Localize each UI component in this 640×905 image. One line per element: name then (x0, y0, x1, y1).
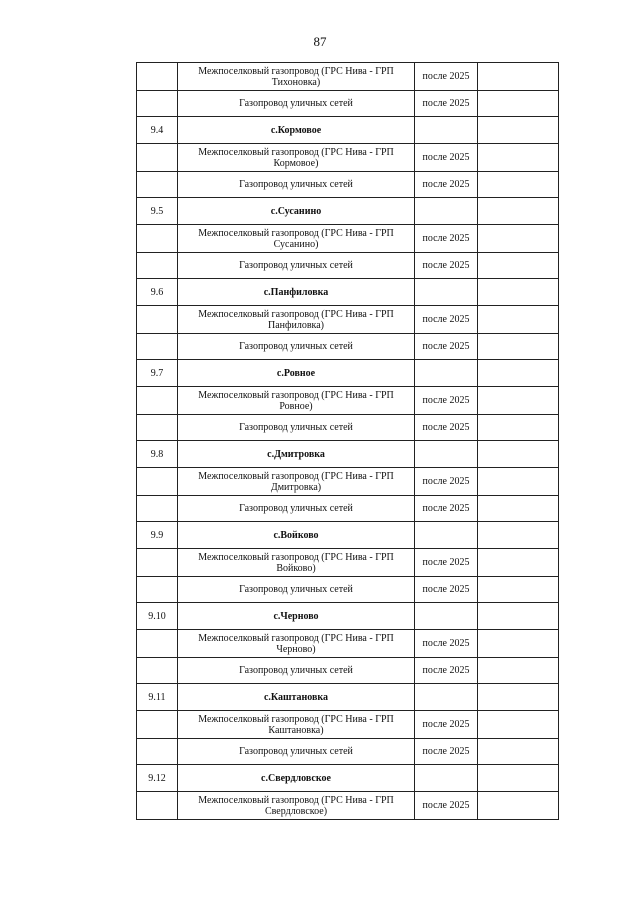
description-cell: Газопровод уличных сетей (178, 91, 415, 117)
table-row (137, 630, 559, 658)
period-cell (415, 765, 478, 792)
settlement-name-cell: с.Ровное (178, 360, 415, 387)
settlement-row (137, 279, 559, 306)
row-number-cell (137, 144, 178, 172)
settlement-name-cell: с.Кормовое (178, 117, 415, 144)
description-cell: Межпоселковый газопровод (ГРС Нива - ГРП Свердловское) (178, 792, 415, 820)
table-row (137, 415, 559, 441)
description-cell: Межпоселковый газопровод (ГРС Нива - ГРП Войково) (178, 549, 415, 577)
table-body (137, 63, 559, 820)
settlement-row (137, 603, 559, 630)
row-number-cell: 9.4 (137, 117, 178, 144)
row-number-cell (137, 91, 178, 117)
description-cell: Межпоселковый газопровод (ГРС Нива - ГРП Ровное) (178, 387, 415, 415)
settlement-name-cell: с.Панфиловка (178, 279, 415, 306)
table-row (137, 496, 559, 522)
table-row (137, 658, 559, 684)
period-cell: после 2025 (415, 172, 478, 198)
empty-cell (478, 415, 559, 441)
period-cell: после 2025 (415, 549, 478, 577)
row-number-cell: 9.6 (137, 279, 178, 306)
row-number-cell (137, 306, 178, 334)
description-cell: Газопровод уличных сетей (178, 415, 415, 441)
description-cell: Межпоселковый газопровод (ГРС Нива - ГРП Тихоновка) (178, 63, 415, 91)
row-number-cell: 9.11 (137, 684, 178, 711)
row-number-cell (137, 658, 178, 684)
empty-cell (478, 225, 559, 253)
empty-cell (478, 522, 559, 549)
description-cell: Межпоселковый газопровод (ГРС Нива - ГРП Панфиловка) (178, 306, 415, 334)
description-cell: Газопровод уличных сетей (178, 658, 415, 684)
table-row (137, 172, 559, 198)
period-cell: после 2025 (415, 415, 478, 441)
period-cell (415, 441, 478, 468)
period-cell: после 2025 (415, 387, 478, 415)
row-number-cell (137, 792, 178, 820)
empty-cell (478, 144, 559, 172)
table-row (137, 739, 559, 765)
period-cell: после 2025 (415, 225, 478, 253)
settlement-row (137, 765, 559, 792)
row-number-cell (137, 468, 178, 496)
settlement-name-cell: с.Войково (178, 522, 415, 549)
period-cell (415, 198, 478, 225)
period-cell: после 2025 (415, 711, 478, 739)
description-cell: Межпоселковый газопровод (ГРС Нива - ГРП Кормовое) (178, 144, 415, 172)
empty-cell (478, 603, 559, 630)
description-cell: Газопровод уличных сетей (178, 496, 415, 522)
row-number-cell: 9.9 (137, 522, 178, 549)
row-number-cell (137, 253, 178, 279)
empty-cell (478, 360, 559, 387)
period-cell (415, 117, 478, 144)
period-cell: после 2025 (415, 334, 478, 360)
empty-cell (478, 468, 559, 496)
row-number-cell (137, 415, 178, 441)
description-cell: Межпоселковый газопровод (ГРС Нива - ГРП Дмитровка) (178, 468, 415, 496)
description-cell: Газопровод уличных сетей (178, 739, 415, 765)
period-cell: после 2025 (415, 306, 478, 334)
empty-cell (478, 577, 559, 603)
gas-pipeline-table (136, 62, 559, 820)
table-row (137, 711, 559, 739)
period-cell (415, 603, 478, 630)
period-cell (415, 360, 478, 387)
period-cell: после 2025 (415, 792, 478, 820)
settlement-name-cell: с.Свердловское (178, 765, 415, 792)
empty-cell (478, 496, 559, 522)
row-number-cell: 9.12 (137, 765, 178, 792)
row-number-cell (137, 225, 178, 253)
settlement-row (137, 522, 559, 549)
description-cell: Газопровод уличных сетей (178, 253, 415, 279)
settlement-name-cell: с.Каштановка (178, 684, 415, 711)
table-row (137, 549, 559, 577)
table-row (137, 144, 559, 172)
row-number-cell: 9.10 (137, 603, 178, 630)
description-cell: Газопровод уличных сетей (178, 577, 415, 603)
period-cell: после 2025 (415, 144, 478, 172)
period-cell: после 2025 (415, 577, 478, 603)
table-row (137, 577, 559, 603)
row-number-cell (137, 549, 178, 577)
empty-cell (478, 765, 559, 792)
period-cell: после 2025 (415, 658, 478, 684)
table-row (137, 306, 559, 334)
period-cell (415, 684, 478, 711)
settlement-name-cell: с.Дмитровка (178, 441, 415, 468)
row-number-cell (137, 63, 178, 91)
empty-cell (478, 658, 559, 684)
settlement-row (137, 198, 559, 225)
settlement-row (137, 684, 559, 711)
row-number-cell (137, 172, 178, 198)
description-cell: Межпоселковый газопровод (ГРС Нива - ГРП Черново) (178, 630, 415, 658)
empty-cell (478, 172, 559, 198)
empty-cell (478, 306, 559, 334)
empty-cell (478, 117, 559, 144)
empty-cell (478, 630, 559, 658)
table-row (137, 253, 559, 279)
table-row (137, 225, 559, 253)
row-number-cell (137, 387, 178, 415)
table-row (137, 387, 559, 415)
period-cell: после 2025 (415, 91, 478, 117)
settlement-row (137, 441, 559, 468)
description-cell: Газопровод уличных сетей (178, 172, 415, 198)
period-cell: после 2025 (415, 468, 478, 496)
empty-cell (478, 441, 559, 468)
row-number-cell (137, 334, 178, 360)
period-cell: после 2025 (415, 253, 478, 279)
settlement-name-cell: с.Черново (178, 603, 415, 630)
row-number-cell (137, 739, 178, 765)
empty-cell (478, 739, 559, 765)
table-row (137, 468, 559, 496)
row-number-cell: 9.5 (137, 198, 178, 225)
row-number-cell (137, 496, 178, 522)
empty-cell (478, 387, 559, 415)
empty-cell (478, 91, 559, 117)
description-cell: Газопровод уличных сетей (178, 334, 415, 360)
period-cell (415, 279, 478, 306)
table-row (137, 91, 559, 117)
empty-cell (478, 198, 559, 225)
table-row (137, 334, 559, 360)
empty-cell (478, 334, 559, 360)
period-cell: после 2025 (415, 739, 478, 765)
empty-cell (478, 63, 559, 91)
empty-cell (478, 792, 559, 820)
row-number-cell: 9.8 (137, 441, 178, 468)
table-row (137, 63, 559, 91)
row-number-cell: 9.7 (137, 360, 178, 387)
period-cell: после 2025 (415, 496, 478, 522)
empty-cell (478, 253, 559, 279)
empty-cell (478, 549, 559, 577)
period-cell: после 2025 (415, 630, 478, 658)
settlement-row (137, 117, 559, 144)
page-number: 87 (313, 34, 327, 49)
description-cell: Межпоселковый газопровод (ГРС Нива - ГРП Сусанино) (178, 225, 415, 253)
period-cell: после 2025 (415, 63, 478, 91)
description-cell: Межпоселковый газопровод (ГРС Нива - ГРП Каштановка) (178, 711, 415, 739)
settlement-name-cell: с.Сусанино (178, 198, 415, 225)
table-row (137, 792, 559, 820)
settlement-row (137, 360, 559, 387)
empty-cell (478, 711, 559, 739)
row-number-cell (137, 577, 178, 603)
row-number-cell (137, 711, 178, 739)
empty-cell (478, 684, 559, 711)
empty-cell (478, 279, 559, 306)
period-cell (415, 522, 478, 549)
row-number-cell (137, 630, 178, 658)
